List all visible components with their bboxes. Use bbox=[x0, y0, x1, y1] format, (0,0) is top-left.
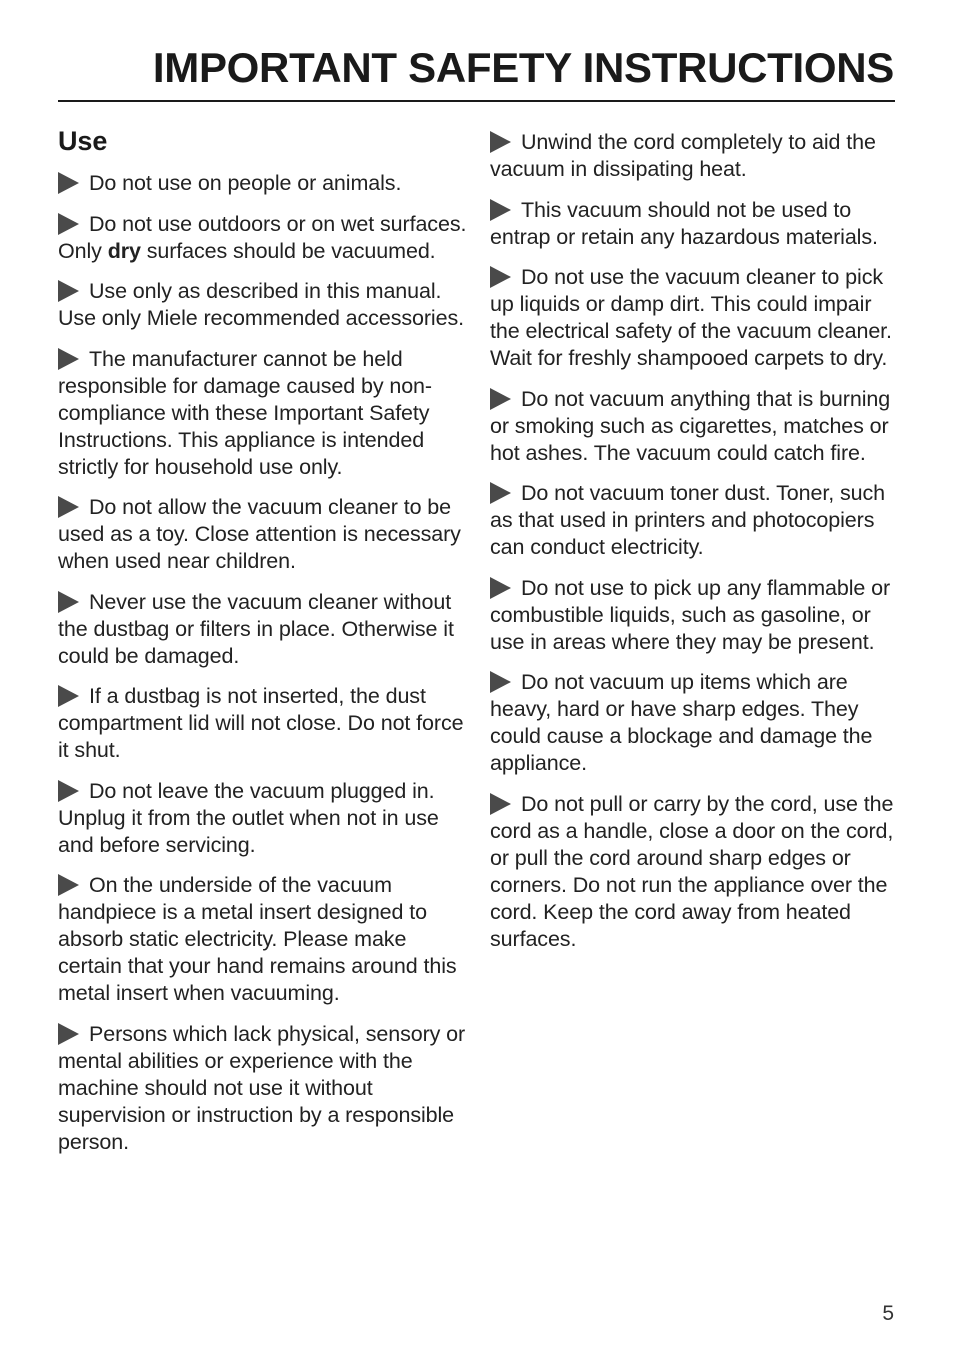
right-triangle-icon bbox=[58, 496, 79, 518]
item-text-end: surfaces should be vacuumed. bbox=[140, 238, 436, 263]
list-item bbox=[58, 1021, 468, 1156]
right-triangle-icon bbox=[58, 874, 79, 896]
item-text: Do not vacuum anything that is burning or smoking such as cigarettes, matches or hot ashes. The vacuum could catch fire. bbox=[490, 386, 891, 465]
list-item bbox=[490, 129, 900, 183]
item-text: Do not allow the vacuum cleaner to be used as a toy. Close attention is necessary when used near children. bbox=[58, 495, 461, 573]
item-text: Do not leave the vacuum plugged in. Unplug it from the outlet when not in use and before servicing. bbox=[58, 778, 439, 857]
page-number: 5 bbox=[882, 1302, 894, 1325]
right-triangle-icon bbox=[490, 793, 511, 815]
right-triangle-icon bbox=[58, 591, 79, 613]
item-text: Do not vacuum toner dust. Toner, such as that used in printers and photocopiers can conduct electricity. bbox=[490, 481, 886, 559]
right-triangle-icon bbox=[58, 213, 79, 235]
right-triangle-icon bbox=[490, 131, 511, 153]
item-text: Persons which lack physical, sensory or mental abilities or experience with the machine should not use it without supervision or instruction by a responsible person. bbox=[58, 1021, 466, 1154]
list-item bbox=[58, 211, 468, 265]
left-column bbox=[58, 126, 468, 1169]
list-item bbox=[58, 589, 468, 670]
item-text-emphasis: dry bbox=[107, 238, 141, 263]
list-item bbox=[490, 791, 900, 953]
item-text: Do not vacuum up items which are heavy, hard or have sharp edges. They could cause a blockage and damage the appliance. bbox=[490, 670, 873, 775]
item-text-start: Do not use outdoors or on wet surfaces. Only bbox=[58, 211, 467, 263]
list-item bbox=[490, 575, 900, 656]
list-item bbox=[58, 683, 468, 764]
right-column bbox=[490, 129, 900, 966]
right-triangle-icon bbox=[58, 685, 79, 707]
list-item bbox=[490, 669, 900, 777]
item-text: On the underside of the vacuum handpiece is a metal insert designed to absorb static electricity. Please make certain that your hand remains around this metal insert when vacuuming. bbox=[58, 873, 457, 1005]
list-item bbox=[58, 278, 468, 332]
item-text: Do not use the vacuum cleaner to pick up liquids or damp dirt. This could impair the electrical safety of the vacuum cleaner. Wait for freshly shampooed carpets to dry. bbox=[490, 265, 892, 370]
list-item bbox=[490, 480, 900, 561]
right-triangle-icon bbox=[490, 671, 511, 693]
right-triangle-icon bbox=[58, 1023, 79, 1045]
right-triangle-icon bbox=[490, 199, 511, 221]
list-item bbox=[490, 264, 900, 372]
list-item bbox=[58, 494, 468, 575]
item-text: Use only as described in this manual. Use only Miele recommended accessories. bbox=[58, 279, 464, 330]
item-text: Unwind the cord completely to aid the vacuum in dissipating heat. bbox=[490, 130, 876, 181]
right-triangle-icon bbox=[490, 266, 511, 288]
list-item bbox=[58, 170, 468, 197]
right-triangle-icon bbox=[58, 780, 79, 802]
item-text: If a dustbag is not inserted, the dust compartment lid will not close. Do not force it shut. bbox=[58, 684, 464, 762]
page-title: IMPORTANT SAFETY INSTRUCTIONS bbox=[152, 44, 894, 91]
right-triangle-icon bbox=[490, 577, 511, 599]
list-item bbox=[490, 197, 900, 251]
right-triangle-icon bbox=[58, 172, 79, 194]
list-item bbox=[58, 778, 468, 859]
right-triangle-icon bbox=[490, 482, 511, 504]
title-divider bbox=[58, 100, 895, 102]
item-text: This vacuum should not be used to entrap or retain any hazardous materials. bbox=[490, 197, 878, 249]
list-item bbox=[58, 346, 468, 481]
item-text: Do not pull or carry by the cord, use the cord as a handle, close a door on the cord, or pull the cord around sharp edges or corners. Do not run the appliance over the cord. Keep the cord away from heated surfaces. bbox=[490, 791, 894, 951]
list-item bbox=[58, 872, 468, 1007]
right-triangle-icon bbox=[58, 348, 79, 370]
item-text: Do not use to pick up any flammable or combustible liquids, such as gasoline, or use in areas where they may be present. bbox=[490, 575, 891, 654]
item-text: Do not use on people or animals. bbox=[89, 171, 402, 195]
list-item bbox=[490, 386, 900, 467]
section-heading: Use bbox=[58, 126, 108, 156]
right-triangle-icon bbox=[58, 280, 79, 302]
right-triangle-icon bbox=[490, 388, 511, 410]
item-text: The manufacturer cannot be held responsible for damage caused by non-compliance with these Important Safety Instructions. This appliance is intended strictly for household use only. bbox=[58, 346, 432, 479]
item-text: Never use the vacuum cleaner without the dustbag or filters in place. Otherwise it could be damaged. bbox=[58, 589, 454, 668]
